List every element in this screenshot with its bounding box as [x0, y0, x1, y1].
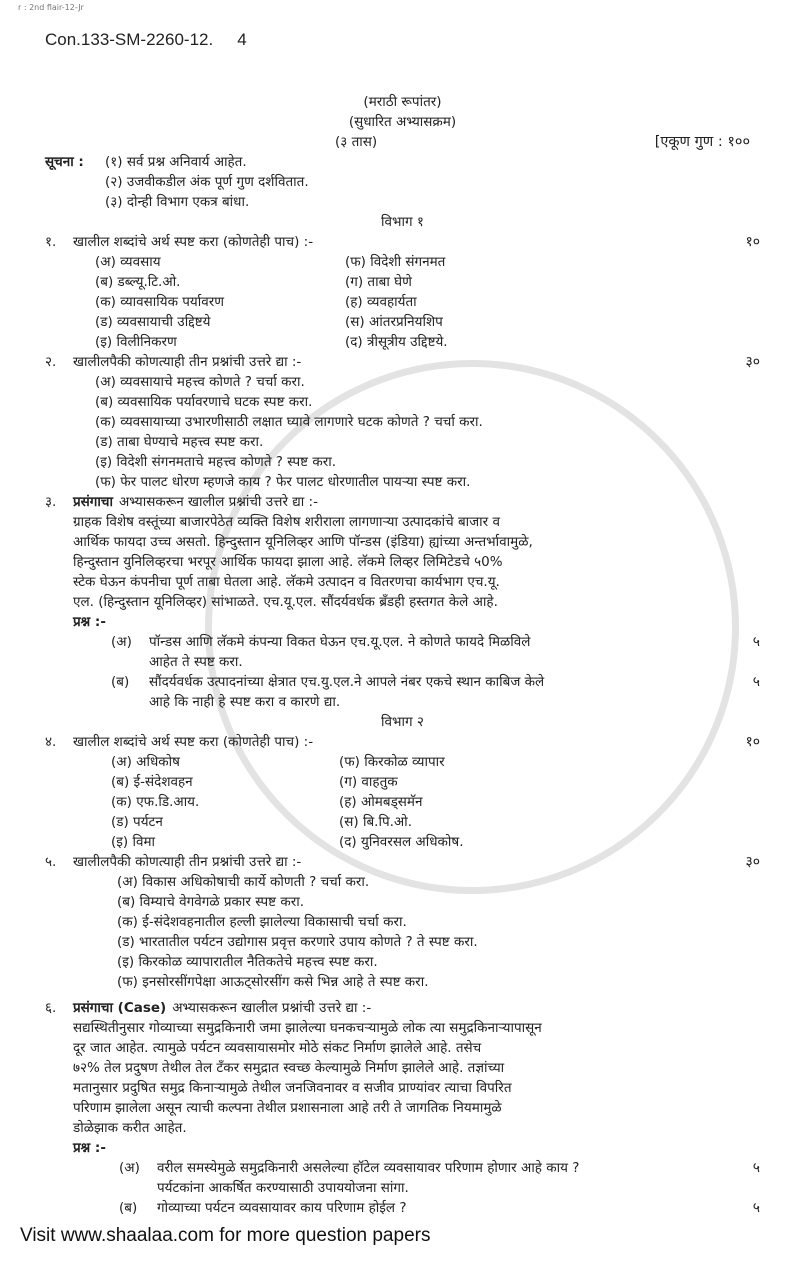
sub-question-label: (ब): [119, 1200, 138, 1216]
sub-question-marks: ५: [752, 1200, 760, 1216]
term-item: (फ) विदेशी संगनमत: [345, 254, 446, 270]
case-paragraph-line: डोळेझाक करीत आहेत.: [73, 1120, 187, 1136]
sub-question: (ब) विम्याचे वेगवेगळे प्रकार स्पष्ट करा.: [117, 894, 305, 910]
question-lead: प्रसंगाचा (Case): [73, 1000, 167, 1016]
sub-question-marks: ५: [752, 1160, 760, 1176]
sub-question: (ड) ताबा घेण्याचे महत्त्व स्पष्ट करा.: [95, 434, 264, 450]
question-number: २.: [45, 354, 57, 370]
question-marks: ३०: [745, 854, 760, 870]
sub-question: (ब) व्यवसायिक पर्यावरणाचे घटक स्पष्ट करा.: [95, 394, 313, 410]
syllabus-label: (सुधारित अभ्यासक्रम): [348, 114, 457, 130]
sub-question-label: (ब): [111, 674, 130, 690]
scan-tag: r : 2nd flair-12-Jr: [18, 3, 84, 12]
sub-question: (अ) विकास अधिकोषाची कार्ये कोणती ? चर्चा करा.: [117, 874, 370, 890]
case-paragraph-line: स्टेक घेऊन कंपनीचा पूर्ण ताबा घेतला आहे. लॅकमे उत्पादन व वितरणचा कार्यभाग एच.यू.: [73, 574, 500, 590]
terms-grid: [45, 752, 760, 852]
sub-question: (ड) भारतातील पर्यटन उद्योगास प्रवृत्त करणारे उपाय कोणते ? ते स्पष्ट करा.: [117, 934, 478, 950]
term-item: (ग) वाहतुक: [339, 774, 398, 790]
question-text: खालीलपैकी कोणत्याही तीन प्रश्नांची उत्तरे द्या :-: [73, 354, 302, 370]
sub-question-label: (अ): [119, 1160, 140, 1176]
term-item: (ह) ओमबड्समॅन: [339, 794, 423, 810]
paper-code: Con.133-SM-2260-12.: [45, 30, 214, 49]
case-paragraph-line: हिन्दुस्तान युनिलिव्हरचा भरपूर आर्थिक फायदा झाला आहे. लॅकमे लिव्हर लिमिटेडचे ५0%: [73, 554, 503, 570]
question-number: ३.: [45, 494, 57, 510]
term-item: (ब) डब्ल्यू.टि.ओ.: [95, 274, 181, 290]
sub-question: (इ) विदेशी संगनमताचे महत्त्व कोणते ? स्पष्ट करा.: [95, 454, 337, 470]
term-item: (अ) अधिकोष: [111, 754, 180, 770]
term-item: (फ) किरकोळ व्यापार: [339, 754, 445, 770]
case-paragraph-line: मतानुसार प्रदुषित समुद्र किनाऱ्यामुळे तेथील जनजिवनावर व सजीव प्राण्यांवर त्याचा विपरित: [73, 1080, 512, 1096]
case-paragraph-line: ७२% तेल प्रदुषण तेथील तेल टॅंकर समुद्रात स्वच्छ केल्यामुळे निर्माण झालेले आहे. तज्ञांच्या: [73, 1060, 505, 1076]
sub-question: (अ) व्यवसायाचे महत्त्व कोणते ? चर्चा करा.: [95, 374, 305, 390]
instructions-label: सूचना :: [45, 154, 84, 170]
case-paragraph-line: एल. (हिन्दुस्तान यूनिलिव्हर) सांभाळते. एच.यू.एल. सौंदर्यवर्धक ब्रॅंडही हस्तगत केले आहे.: [73, 594, 498, 610]
case-paragraph-line: आर्थिक फायदा उच्च असतो. हिन्दुस्तान यूनिलिव्हर आणि पॉन्डस (इंडिया) ह्यांच्या अन्तर्भावामुळे,: [73, 534, 533, 550]
section-title: विभाग १: [381, 214, 424, 230]
case-paragraph-line: दूर जात आहेत. त्यामुळे पर्यटन व्यवसायासमोर मोठे संकट निर्माण झालेले आहे. तसेच: [73, 1040, 482, 1056]
question-marks: १०: [745, 234, 760, 250]
sub-question: (फ) इनसोरसींगपेक्षा आऊट्‌सोरसींग कसे भिन्न आहे ते स्पष्ट करा.: [117, 974, 429, 990]
question-number: ५.: [45, 854, 57, 870]
total-marks: [एकूण गुण : १००: [654, 134, 750, 150]
page-number: 4: [237, 30, 247, 49]
term-item: (द) त्रीसूत्रीय उद्दिष्टये.: [345, 334, 448, 350]
question-text: अभ्यासकरून खालील प्रश्नांची उत्तरे द्या :-: [118, 494, 318, 510]
question-number: ४.: [45, 734, 57, 750]
question-lead: प्रसंगाचा: [73, 494, 113, 510]
term-item: (क) एफ.डि.आय.: [111, 794, 200, 810]
case-paragraph-line: सद्यस्थितीनुसार गोव्याच्या समुद्रकिनारी जमा झालेल्या घनकचऱ्यामुळे लोक त्या समुद्रकिनाऱ्यापासून: [73, 1020, 542, 1036]
case-paragraph-line: ग्राहक विशेष वस्तूंच्या बाजारपेठेत व्यक्ति विशेष शरीराला लागणाऱ्या उत्पादकांचे बाजार व: [73, 514, 501, 530]
sub-question-text: सौंदर्यवर्धक उत्पादनांच्या क्षेत्रात एच.यु.एल.ने आपले नंबर एकचे स्थान काबिज केले: [149, 674, 545, 690]
question-number: ६.: [45, 1000, 57, 1016]
term-item: (स) आंतरप्रनियशिप: [345, 314, 443, 330]
sub-question-text: गोव्याच्या पर्यटन व्यवसायावर काय परिणाम होईल ?: [157, 1200, 407, 1216]
question-text: अभ्यासकरून खालील प्रश्नांची उत्तरे द्या :-: [172, 1000, 372, 1016]
questions-label: प्रश्न :-: [73, 614, 106, 630]
duration-label: (३ तास): [335, 134, 378, 150]
term-item: (इ) विलीनिकरण: [95, 334, 177, 350]
question-marks: ३०: [745, 354, 760, 370]
term-item: (ड) व्यवसायाची उद्दिष्टये: [95, 314, 211, 330]
sub-question-text: पर्यटकांना आकर्षित करण्यासाठी उपाययोजना सांगा.: [157, 1180, 409, 1196]
sub-question-text: आहेत ते स्पष्ट करा.: [149, 654, 243, 670]
sub-question-text: वरील समस्येमुळे समुद्रकिनारी असलेल्या हॉटेल व्यवसायावर परिणाम होणार आहे काय ?: [157, 1160, 580, 1176]
question-text: खालील शब्दांचे अर्थ स्पष्ट करा (कोणतेही पाच) :-: [73, 234, 314, 250]
sub-question: (फ) फेर पालट धोरण म्हणजे काय ? फेर पालट धोरणातील पायऱ्या स्पष्ट करा.: [95, 474, 471, 490]
sub-question-text: आहे कि नाही हे स्पष्ट करा व कारणे द्या.: [149, 694, 341, 710]
sub-question-marks: ५: [752, 634, 760, 650]
instruction-item: (१) सर्व प्रश्न अनिवार्य आहेत.: [105, 154, 247, 170]
term-item: (इ) विमा: [111, 834, 156, 850]
question-marks: १०: [745, 734, 760, 750]
term-item: (ड) पर्यटन: [111, 814, 163, 830]
sub-question-marks: ५: [752, 674, 760, 690]
sub-question-label: (अ): [111, 634, 132, 650]
term-item: (ग) ताबा घेणे: [345, 274, 412, 290]
term-item: (द) युनिवरसल अधिकोष.: [339, 834, 464, 850]
sub-question: (क) व्यवसायाच्या उभारणीसाठी लक्षात घ्यावे लागणारे घटक कोणते ? चर्चा करा.: [95, 414, 483, 430]
sub-question-text: पॉन्डस आणि लॅकमे कंपन्या विकत घेऊन एच.यू.एल. ने कोणते फायदे मिळविले: [149, 634, 531, 650]
instruction-item: (२) उजवीकडील अंक पूर्ण गुण दर्शवितात.: [105, 174, 309, 190]
term-item: (क) व्यावसायिक पर्यावरण: [95, 294, 225, 310]
sub-question: (क) ई-संदेशवहनातील हल्ली झालेल्या विकासाची चर्चा करा.: [117, 914, 407, 930]
term-item: (ब) ई-संदेशवहन: [111, 774, 193, 790]
question-text: खालील शब्दांचे अर्थ स्पष्ट करा (कोणतेही पाच) :-: [73, 734, 314, 750]
question-text: खालीलपैकी कोणत्याही तीन प्रश्नांची उत्तरे द्या :-: [73, 854, 302, 870]
term-item: (ह) व्यवहार्यता: [345, 294, 417, 310]
questions-label: प्रश्न :-: [73, 1140, 106, 1156]
section-title: विभाग २: [381, 714, 424, 730]
terms-grid: [45, 252, 760, 352]
term-item: (स) बि.पि.ओ.: [339, 814, 413, 830]
sub-question: (इ) किरकोळ व्यापारातील नैतिकतेचे महत्त्व स्पष्ट करा.: [117, 954, 378, 970]
version-label: (मराठी रूपांतर): [363, 94, 442, 110]
footer-link[interactable]: Visit www.shaalaa.com for more question papers: [20, 1225, 431, 1246]
instruction-item: (३) दोन्ही विभाग एकत्र बांधा.: [105, 194, 250, 210]
question-number: १.: [45, 234, 57, 250]
case-paragraph-line: परिणाम झालेला असून त्याची कल्पना तेथील प्रशासनाला आहे तरी ते जागतिक नियमामुळे: [73, 1100, 502, 1116]
term-item: (अ) व्यवसाय: [95, 254, 161, 270]
